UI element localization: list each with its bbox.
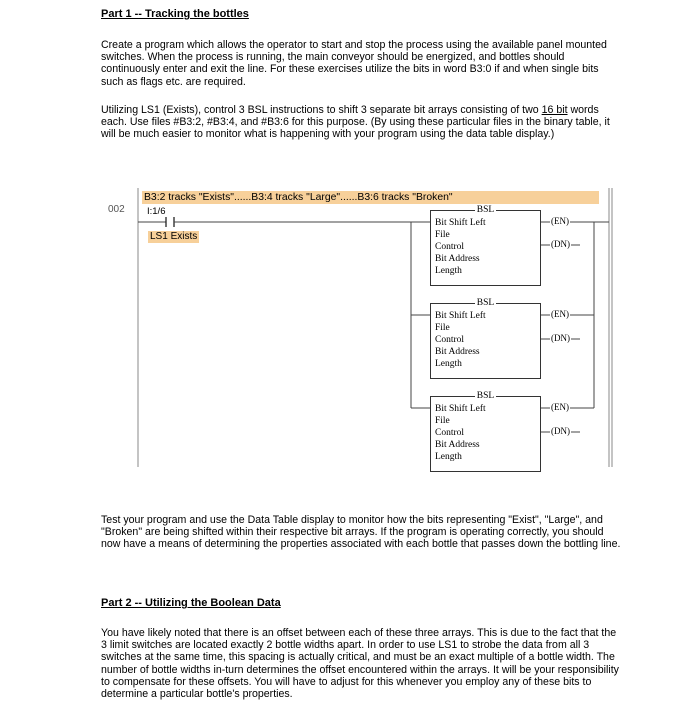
bsl-block-3[interactable]	[430, 391, 541, 472]
bsl-title: BSL	[476, 391, 495, 401]
bsl-row: Bit Shift Left	[435, 404, 486, 414]
bsl-row: Control	[435, 335, 465, 345]
part1-paragraph-3: Test your program and use the Data Table display to monitor how the bits representing "Exist", "Large", and "Broken" are being shifted within their respective bit arrays. If the program is operating correctly, you should now have a means of determining the properties associated with each bottle that passes down the bottling line.	[101, 514, 621, 551]
part1-paragraph-2-end: words each. Use files #B3:2, #B3:4, and #B3:6 for this purpose. (By using these particular files in the binary table, it will be much easier to monitor what is happening with your program using the data table display.)	[101, 104, 610, 141]
bsl-row: Bit Shift Left	[435, 218, 486, 228]
bsl-row: Bit Address	[435, 440, 480, 450]
bsl-row: File	[435, 416, 450, 426]
en-coil-1: (EN)	[551, 216, 569, 226]
bsl-block-1[interactable]	[430, 205, 541, 286]
bsl-row: File	[435, 323, 450, 333]
part2-paragraph-1: You have likely noted that there is an offset between each of these three arrays. This is due to the fact that the 3 limit switches are located exactly 2 bottle widths apart. In order to use LS1 to strobe the data from all 3 switches at the same time, this spacing is actually critical, and must be an exact multiple of a bottle width. The number of bottle widths in-turn determines the offset encountered within the arrays. It will be your responsibility to compensate for these offsets. You will have to adjust for this whenever you employ any of these bits to determine a particular bottle's properties.	[101, 627, 619, 701]
rung-comment: B3:2 tracks "Exists"......B3:4 tracks "Large"......B3:6 tracks "Broken"	[142, 191, 599, 204]
bsl-row: Length	[435, 452, 462, 462]
bsl-title: BSL	[476, 298, 495, 308]
part1-paragraph-1: Create a program which allows the operator to start and stop the process using the available panel mounted switches. When the process is running, the main conveyor should be energized, and bottles should continuously enter and exit the line. For these exercises utilize the bits in word B3:0 if and when single bits such as flags etc. are required.	[101, 39, 607, 88]
part1-paragraph-2-start: Utilizing LS1 (Exists), control 3 BSL instructions to shift 3 separate bit arrays consisting of two	[101, 104, 542, 116]
dn-coil-2: (DN)	[551, 333, 570, 343]
bsl-row: Control	[435, 428, 465, 438]
bsl-row: Control	[435, 242, 465, 252]
bsl-title: BSL	[476, 205, 495, 215]
rung-number: 002	[108, 204, 125, 215]
part1-paragraph-2-underlined: 16 bit	[541, 104, 568, 116]
bsl-row: Bit Shift Left	[435, 311, 486, 321]
part1-heading: Part 1 -- Tracking the bottles	[101, 8, 249, 20]
bsl-row: Bit Address	[435, 254, 480, 264]
contact-address: I:1/6	[147, 206, 166, 217]
dn-coil-3: (DN)	[551, 426, 570, 436]
bsl-block-2[interactable]	[430, 298, 541, 379]
bsl-row: Bit Address	[435, 347, 480, 357]
bsl-row: Length	[435, 266, 462, 276]
contact-label: LS1 Exists	[150, 231, 198, 242]
bsl-row: File	[435, 230, 450, 240]
bsl-row: Length	[435, 359, 462, 369]
en-coil-3: (EN)	[551, 402, 569, 412]
en-coil-2: (EN)	[551, 309, 569, 319]
part2-heading: Part 2 -- Utilizing the Boolean Data	[101, 597, 281, 609]
dn-coil-1: (DN)	[551, 239, 570, 249]
